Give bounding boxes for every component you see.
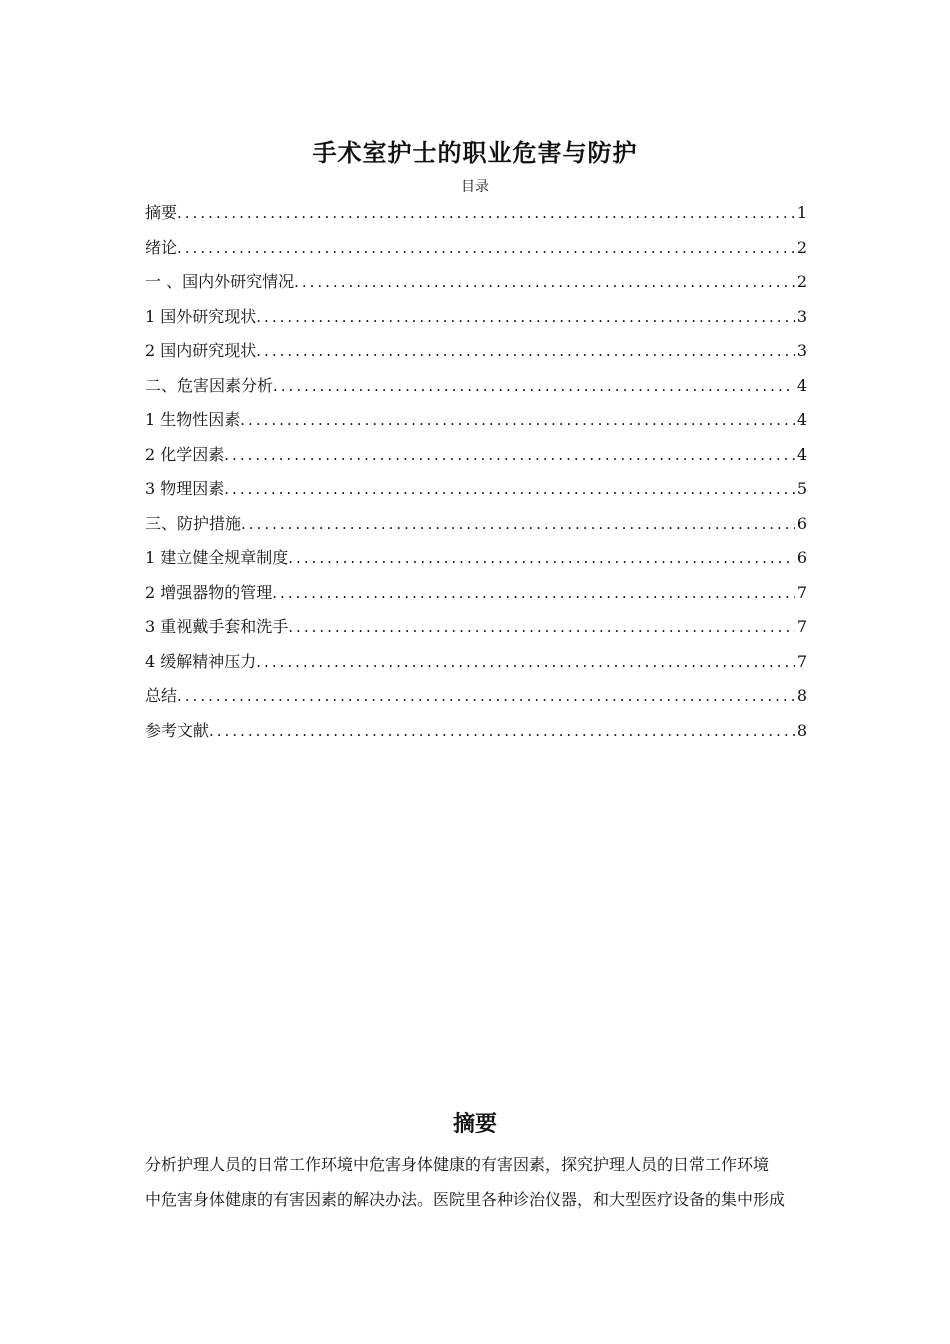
toc-leader-dots bbox=[241, 507, 795, 542]
toc-leader-dots bbox=[294, 265, 795, 300]
toc-entry-text: 2 化学因素 bbox=[145, 444, 225, 464]
toc-entry-text: 2 国内研究现状 bbox=[145, 341, 257, 360]
toc-leader-dots bbox=[177, 231, 795, 266]
abstract-line: 中危害身体健康的有害因素的解决办法。医院里各种诊治仪器，和大型医疗设备的集中形成 bbox=[145, 1190, 786, 1209]
toc-leader-dots bbox=[288, 541, 795, 576]
toc-entry[interactable] bbox=[145, 679, 807, 714]
abstract-title: 摘要 bbox=[452, 1111, 497, 1137]
toc-leader-dots bbox=[209, 714, 795, 749]
toc-page-number: 2 bbox=[796, 237, 807, 257]
toc-entry-text: 3 重视戴手套和洗手 bbox=[145, 617, 289, 636]
toc-entry-text: 4 缓解精神压力 bbox=[145, 651, 257, 671]
toc-page-number: 4 bbox=[796, 410, 807, 429]
toc-entry[interactable] bbox=[145, 541, 807, 576]
toc-entry-text: 摘要 bbox=[145, 203, 178, 222]
toc-leader-dots bbox=[256, 300, 795, 335]
toc-entry-text: 三、防护措施 bbox=[145, 513, 242, 533]
toc-entry[interactable] bbox=[145, 300, 807, 335]
toc-entry-text: 总结 bbox=[145, 686, 178, 705]
toc-leader-dots bbox=[288, 610, 795, 645]
toc-entry-text: 绪论 bbox=[145, 237, 178, 257]
toc-page-number: 4 bbox=[796, 375, 807, 395]
toc-entry[interactable] bbox=[145, 472, 807, 507]
toc-entry[interactable] bbox=[145, 403, 807, 438]
toc-entry[interactable] bbox=[145, 610, 807, 645]
toc-entry[interactable] bbox=[145, 576, 807, 611]
toc-heading: 目录 bbox=[461, 179, 489, 195]
toc-page-number: 6 bbox=[796, 548, 807, 567]
toc-page-number: 7 bbox=[796, 651, 807, 671]
toc-leader-dots bbox=[240, 403, 795, 438]
toc-entry-text: 参考文献 bbox=[145, 720, 210, 740]
toc-entry[interactable] bbox=[145, 645, 807, 680]
toc-entry[interactable] bbox=[145, 507, 807, 542]
toc-leader-dots bbox=[256, 645, 795, 680]
table-of-contents bbox=[145, 196, 807, 748]
toc-entry[interactable] bbox=[145, 714, 807, 749]
toc-entry-text: 1 建立健全规章制度 bbox=[145, 548, 289, 567]
toc-page-number: 7 bbox=[796, 582, 807, 602]
toc-leader-dots bbox=[177, 679, 795, 714]
toc-leader-dots bbox=[256, 334, 795, 369]
toc-page-number: 6 bbox=[796, 513, 807, 533]
toc-entry-text: 1 生物性因素 bbox=[145, 410, 241, 429]
toc-page-number: 1 bbox=[796, 203, 807, 222]
toc-page-number: 3 bbox=[796, 341, 807, 360]
toc-entry[interactable] bbox=[145, 265, 807, 300]
toc-page-number: 8 bbox=[796, 686, 807, 705]
toc-page-number: 7 bbox=[796, 617, 807, 636]
toc-leader-dots bbox=[224, 438, 795, 473]
toc-entry[interactable] bbox=[145, 438, 807, 473]
toc-page-number: 3 bbox=[796, 306, 807, 326]
toc-page-number: 5 bbox=[796, 479, 807, 498]
toc-page-number: 2 bbox=[796, 272, 807, 291]
toc-entry-text: 二、危害因素分析 bbox=[145, 375, 274, 395]
document-title: 手术室护士的职业危害与防护 bbox=[312, 138, 638, 167]
toc-entry-text: 3 物理因素 bbox=[145, 479, 225, 498]
toc-leader-dots bbox=[224, 472, 795, 507]
toc-entry[interactable] bbox=[145, 231, 807, 266]
toc-entry-text: 1 国外研究现状 bbox=[145, 306, 257, 326]
toc-leader-dots bbox=[177, 196, 795, 231]
toc-page-number: 8 bbox=[796, 720, 807, 740]
toc-entry-text: 一 、国内外研究情况 bbox=[145, 272, 295, 291]
toc-leader-dots bbox=[273, 369, 795, 404]
toc-entry[interactable] bbox=[145, 369, 807, 404]
abstract-line: 分析护理人员的日常工作环境中危害身体健康的有害因素，探究护理人员的日常工作环境 bbox=[145, 1155, 770, 1174]
toc-entry[interactable] bbox=[145, 196, 807, 231]
toc-page-number: 4 bbox=[796, 444, 807, 464]
toc-entry[interactable] bbox=[145, 334, 807, 369]
toc-leader-dots bbox=[272, 576, 795, 611]
toc-entry-text: 2 增强器物的管理 bbox=[145, 582, 273, 602]
abstract-body bbox=[145, 1147, 811, 1217]
